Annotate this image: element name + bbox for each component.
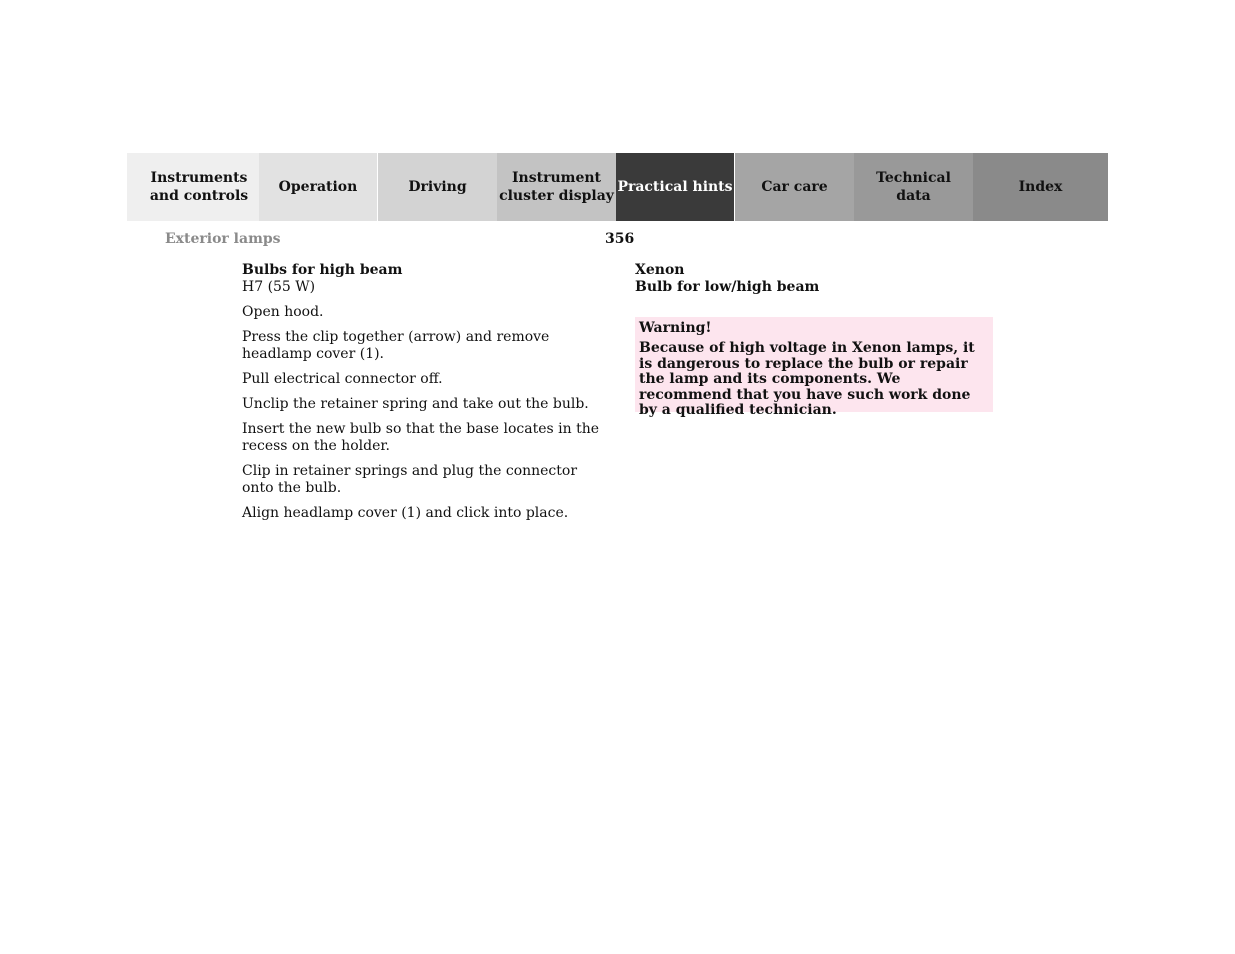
instruction-step: Pull electrical connector off. [242,371,443,387]
right-column [635,262,995,296]
page-number: 356 [605,231,635,247]
instruction-step: Insert the new bulb so that the base locates in the recess on the holder. [242,421,600,454]
left-heading: Bulbs for high beam [242,262,403,278]
tab-driving[interactable]: Driving [378,153,497,221]
chapter-tab-bar [127,153,1108,221]
tab-index[interactable]: Index [973,153,1108,221]
right-heading-xenon: Xenon [635,262,685,278]
right-heading-bulb: Bulb for low/high beam [635,279,820,295]
tab-car-care[interactable]: Car care [735,153,854,221]
instruction-step: Unclip the retainer spring and take out the bulb. [242,396,589,412]
warning-text: Because of high voltage in Xenon lamps, it is dangerous to replace the bulb or repair the lamp and its components. We recommend that you have such work done by a qualified technician. [639,340,975,418]
instruction-step: Align headlamp cover (1) and click into place. [242,505,569,521]
instruction-step: Press the clip together (arrow) and remove headlamp cover (1). [242,329,550,362]
tab-instrument-cluster-display[interactable]: Instrument cluster display [497,153,616,221]
tab-practical-hints[interactable]: Practical hints [616,153,735,221]
bulb-spec: H7 (55 W) [242,279,316,295]
instruction-step: Clip in retainer springs and plug the connector onto the bulb. [242,463,578,496]
instruction-step: Open hood. [242,304,324,320]
tab-instruments-and-controls[interactable]: Instruments and controls [127,153,259,221]
tab-operation[interactable]: Operation [259,153,378,221]
warning-box [635,317,993,418]
section-title: Exterior lamps [165,231,281,247]
tab-technical-data[interactable]: Technical data [854,153,973,221]
left-column [242,262,607,530]
warning-title: Warning! [639,320,712,336]
